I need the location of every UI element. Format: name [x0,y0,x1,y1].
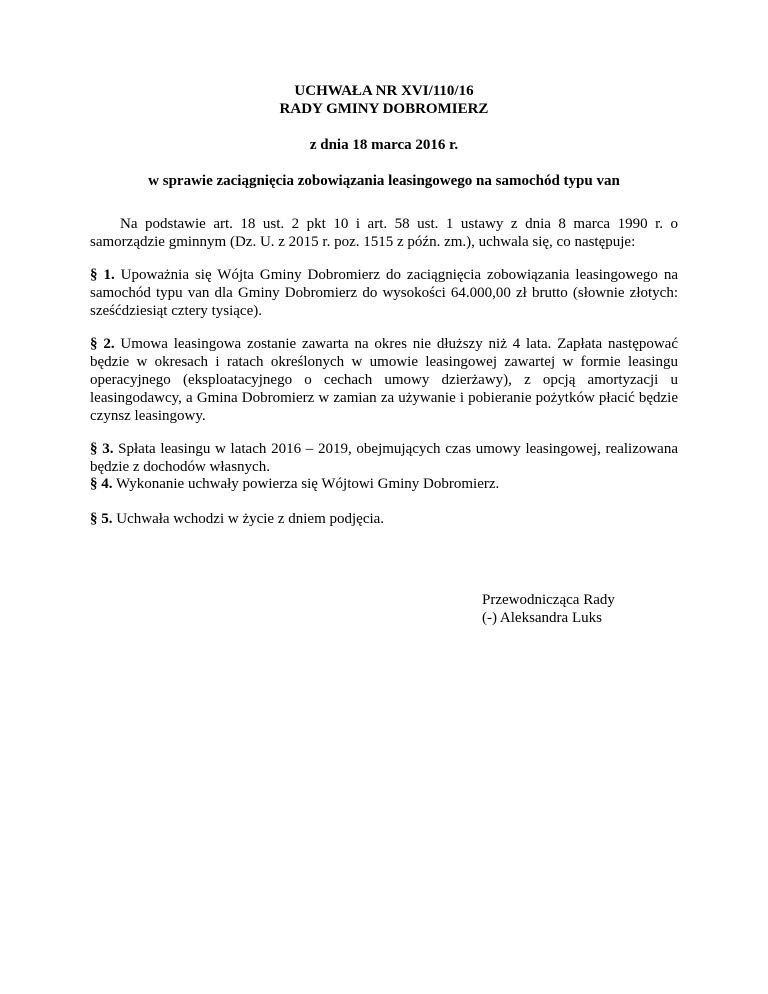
paragraph-2-label: § 2. [90,336,115,352]
resolution-subject: w sprawie zaciągnięcia zobowiązania leasingowego na samochód typu van [148,173,620,189]
paragraph-5-text: Uchwała wchodzi w życie z dniem podjęcia. [112,511,385,527]
resolution-number: UCHWAŁA NR XVI/110/16 [294,83,474,99]
resolution-date: z dnia 18 marca 2016 r. [309,137,459,153]
paragraph-4 [90,475,678,493]
signature-role: Przewodnicząca Rady [482,592,615,608]
paragraph-1-text: Upoważnia się Wójta Gminy Dobromierz do zaciągnięcia zobowiązania leasingowego na samochód typu van dla Gminy Dobromierz do wysokości 64.000,00 zł brutto (słownie złotych: sześćdziesiąt cztery tysiące). [90,267,679,319]
paragraph-2 [90,335,678,425]
paragraph-3-text: Spłata leasingu w latach 2016 – 2019, obejmujących czas umowy leasingowej, realizowana będzie z dochodów własnych. [90,441,678,475]
paragraph-5-label: § 5. [90,511,113,527]
paragraph-1 [90,266,678,320]
paragraph-3 [90,440,678,476]
paragraph-1-label: § 1. [90,267,115,283]
signature-block [482,591,615,627]
legal-basis-intro: Na podstawie art. 18 ust. 2 pkt 10 i art. 58 ust. 1 ustawy z dnia 8 marca 1990 r. o samorządzie gminnym (Dz. U. z 2015 r. poz. 1515 z późn. zm.), uchwala się, co następuje: [90,216,678,250]
paragraph-4-label: § 4. [90,476,113,492]
paragraph-4-text: Wykonanie uchwały powierza się Wójtowi Gminy Dobromierz. [112,476,500,492]
paragraph-5 [90,510,678,528]
signature-name: (-) Aleksandra Luks [482,610,602,626]
paragraph-3-label: § 3. [90,441,114,457]
paragraph-2-text: Umowa leasingowa zostanie zawarta na okres nie dłuższy niż 4 lata. Zapłata następować będzie w okresach i ratach określonych w umowie leasingowej zawartej w formie leasingu operacyjnego (eksploatacyjnego o cechach umowy dzierżawy), z opcją amortyzacji u leasingodawcy, a Gmina Dobromierz w zamian za używanie i pobieranie pożytków płacić będzie czynsz leasingowy. [90,336,678,424]
council-name: RADY GMINY DOBROMIERZ [279,101,489,117]
